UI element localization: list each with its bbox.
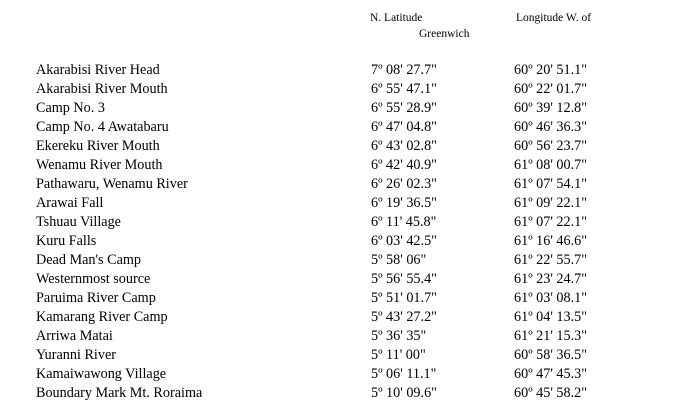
latitude-value: 5º 43' 27.2": [371, 309, 437, 325]
table-row: [0, 232, 680, 251]
longitude-value: 61º 09' 22.1": [514, 195, 588, 211]
table-row: [0, 156, 680, 175]
table-row: [0, 118, 680, 137]
latitude-value: 6º 26' 02.3": [371, 176, 437, 192]
place-name: Yuranni River: [36, 347, 116, 363]
latitude-value: 6º 55' 47.1": [371, 81, 437, 97]
latitude-value: 6º 42' 40.9": [371, 157, 437, 173]
longitude-value: 61º 16' 46.6": [514, 233, 588, 249]
table-row: [0, 308, 680, 327]
table-row: [0, 327, 680, 346]
place-name: Wenamu River Mouth: [36, 157, 163, 173]
latitude-value: 5º 11' 00": [371, 347, 426, 363]
longitude-value: 60º 46' 36.3": [514, 119, 588, 135]
longitude-value: 61º 21' 15.3": [514, 328, 588, 344]
longitude-value: 60º 47' 45.3": [514, 366, 588, 382]
table-row: [0, 137, 680, 156]
place-name: Arawai Fall: [36, 195, 104, 211]
longitude-value: 61º 04' 13.5": [514, 309, 588, 325]
place-name: Ekereku River Mouth: [36, 138, 160, 154]
longitude-value: 60º 58' 36.5": [514, 347, 588, 363]
longitude-column-header: Longitude W. of: [516, 12, 592, 24]
latitude-value: 5º 58' 06": [371, 252, 427, 268]
longitude-value: 61º 07' 22.1": [514, 214, 588, 230]
coordinates-table: [0, 61, 680, 403]
latitude-value: 6º 03' 42.5": [371, 233, 437, 249]
place-name: Kamaiwawong Village: [36, 366, 167, 382]
longitude-value: 60º 56' 23.7": [514, 138, 588, 154]
table-row: [0, 175, 680, 194]
longitude-value: 61º 23' 24.7": [514, 271, 588, 287]
latitude-value: 5º 06' 11.1": [371, 366, 437, 382]
place-name: Kamarang River Camp: [36, 309, 168, 325]
greenwich-header-line: Greenwich: [419, 28, 470, 40]
place-name: Tshuau Village: [36, 214, 121, 230]
longitude-value: 60º 22' 01.7": [514, 81, 588, 97]
table-row: [0, 384, 680, 403]
table-row: [0, 270, 680, 289]
table-row: [0, 80, 680, 99]
latitude-column-header: N. Latitude: [370, 12, 423, 24]
latitude-value: 5º 36' 35": [371, 328, 427, 344]
table-row: [0, 365, 680, 384]
table-row: [0, 289, 680, 308]
latitude-value: 5º 56' 55.4": [371, 271, 437, 287]
place-name: Pathawaru, Wenamu River: [36, 176, 188, 192]
latitude-value: 6º 43' 02.8": [371, 138, 437, 154]
latitude-value: 6º 47' 04.8": [371, 119, 437, 135]
table-row: [0, 194, 680, 213]
latitude-value: 7º 08' 27.7": [371, 62, 437, 78]
place-name: Kuru Falls: [36, 233, 97, 249]
longitude-value: 61º 22' 55.7": [514, 252, 588, 268]
place-name: Akarabisi River Head: [36, 62, 160, 78]
place-name: Arriwa Matai: [36, 328, 113, 344]
latitude-value: 6º 19' 36.5": [371, 195, 437, 211]
table-row: [0, 213, 680, 232]
place-name: Westernmost source: [36, 271, 151, 287]
place-name: Dead Man's Camp: [36, 252, 141, 268]
latitude-value: 5º 51' 01.7": [371, 290, 437, 306]
longitude-value: 60º 39' 12.8": [514, 100, 588, 116]
longitude-value: 61º 08' 00.7": [514, 157, 588, 173]
place-name: Boundary Mark Mt. Roraima: [36, 385, 203, 401]
table-row: [0, 251, 680, 270]
place-name: Paruima River Camp: [36, 290, 156, 306]
table-row: [0, 99, 680, 118]
longitude-value: 61º 07' 54.1": [514, 176, 588, 192]
latitude-value: 6º 55' 28.9": [371, 100, 437, 116]
table-row: [0, 346, 680, 365]
place-name: Camp No. 3: [36, 100, 105, 116]
longitude-value: 60º 20' 51.1": [514, 62, 588, 78]
table-row: [0, 61, 680, 80]
place-name: Akarabisi River Mouth: [36, 81, 168, 97]
longitude-value: 61º 03' 08.1": [514, 290, 588, 306]
latitude-value: 5º 10' 09.6": [371, 385, 437, 401]
longitude-value: 60º 45' 58.2": [514, 385, 588, 401]
place-name: Camp No. 4 Awatabaru: [36, 119, 169, 135]
latitude-value: 6º 11' 45.8": [371, 214, 437, 230]
